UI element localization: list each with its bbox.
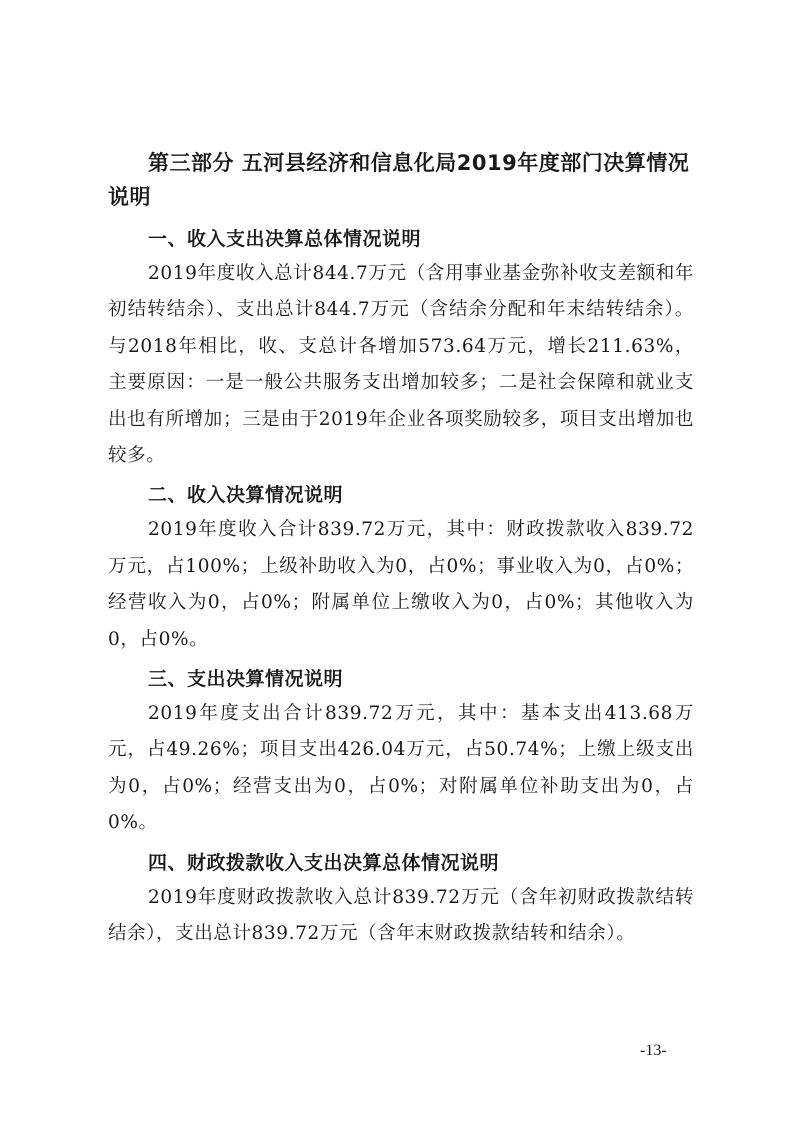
section-heading-income-expense-overview: 一、收入支出决算总体情况说明 [148, 228, 422, 250]
section-heading-expense: 三、支出决算情况说明 [148, 668, 344, 691]
page-title: 第三部分 五河县经济和信息化局2019年度部门决算情况说明 [108, 151, 690, 209]
section-heading-fiscal-appropriation: 四、财政拨款收入支出决算总体情况说明 [148, 851, 500, 874]
document-body [108, 146, 694, 957]
section-heading-income: 二、收入决算情况说明 [148, 484, 344, 507]
section-paragraph-expense: 2019年度支出合计839.72万元，其中：基本支出413.68万元，占49.26%；项目支出426.04万元，占50.74%；上缴上级支出为0，占0%；经营支出为0，占0%；对附属单位补助支出为0，占0%。 [108, 703, 694, 834]
section-paragraph-income-expense-overview: 2019年度收入总计844.7万元（含用事业基金弥补收支差额和年初结转结余）、支出总计844.7万元（含结余分配和年末结转结余）。与2018年相比，收、支总计各增加573.64万元，增长211.63%，主要原因：一是一般公共服务支出增加较多；二是社会保障和就业支出也有所增加；三是由于2019年企业各项奖励较多，项目支出增加也较多。 [108, 263, 694, 467]
section-paragraph-income: 2019年度收入合计839.72万元，其中：财政拨款收入839.72万元，占100%；上级补助收入为0，占0%；事业收入为0，占0%；经营收入为0，占0%；附属单位上缴收入为0，占0%；其他收入为0，占0%。 [108, 519, 694, 650]
section-paragraph-fiscal-appropriation: 2019年度财政拨款收入总计839.72万元（含年初财政拨款结转结余），支出总计839.72万元（含年末财政拨款结转和结余）。 [108, 886, 694, 945]
page-number: -13- [640, 1042, 667, 1059]
